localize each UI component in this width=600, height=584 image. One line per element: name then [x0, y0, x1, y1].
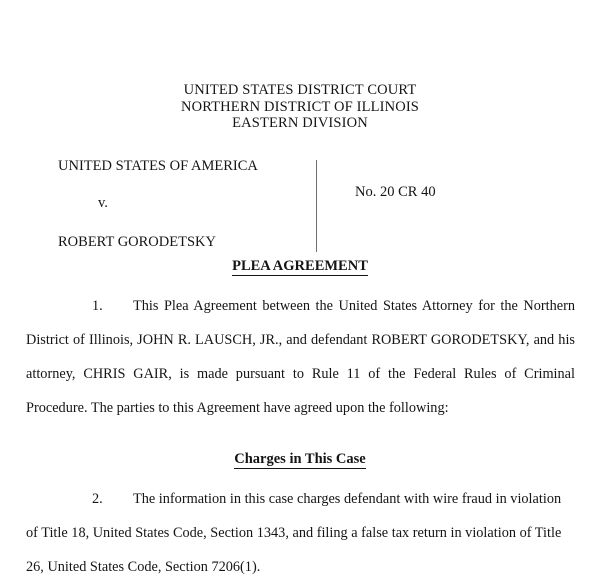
court-header — [0, 82, 600, 132]
paragraph-1-number: 1. — [92, 298, 103, 314]
paragraph-2-text: The information in this case charges defendant with wire fraud in violation of Title 18, United States Code, Section 1343, and filing a false tax return in violation of Title 26, United States Code, Section 7206(1). — [26, 491, 562, 575]
case-caption — [0, 158, 600, 253]
court-header-line-1: UNITED STATES DISTRICT COURT — [183, 82, 417, 98]
case-number: No. 20 CR 40 — [355, 184, 436, 200]
document-title-text: PLEA AGREEMENT — [232, 258, 368, 274]
paragraph-2-number: 2. — [92, 491, 103, 507]
paragraph-1 — [26, 289, 575, 425]
versus-label: v. — [98, 195, 108, 211]
paragraph-1-text: This Plea Agreement between the United States Attorney for the Northern District of Illinois, JOHN R. LAUSCH, JR., and defendant ROBERT GORODETSKY, and his attorney, CHRIS GAIR, is made pursuant to Rule 11 of the Federal Rules of Criminal Procedure. The parties to this Agreement have agreed upon the following: — [26, 298, 575, 416]
paragraph-2 — [26, 482, 575, 584]
caption-parties — [58, 158, 308, 251]
charges-heading-text: Charges in This Case — [234, 451, 366, 467]
caption-divider-line — [316, 160, 317, 252]
document-title — [0, 258, 600, 275]
court-header-line-2: NORTHERN DISTRICT OF ILLINOIS — [180, 98, 420, 115]
defendant-name: ROBERT GORODETSKY — [58, 234, 216, 250]
court-header-line-3: EASTERN DIVISION — [232, 115, 368, 131]
charges-heading — [0, 451, 600, 468]
plaintiff-name: UNITED STATES OF AMERICA — [58, 158, 258, 174]
